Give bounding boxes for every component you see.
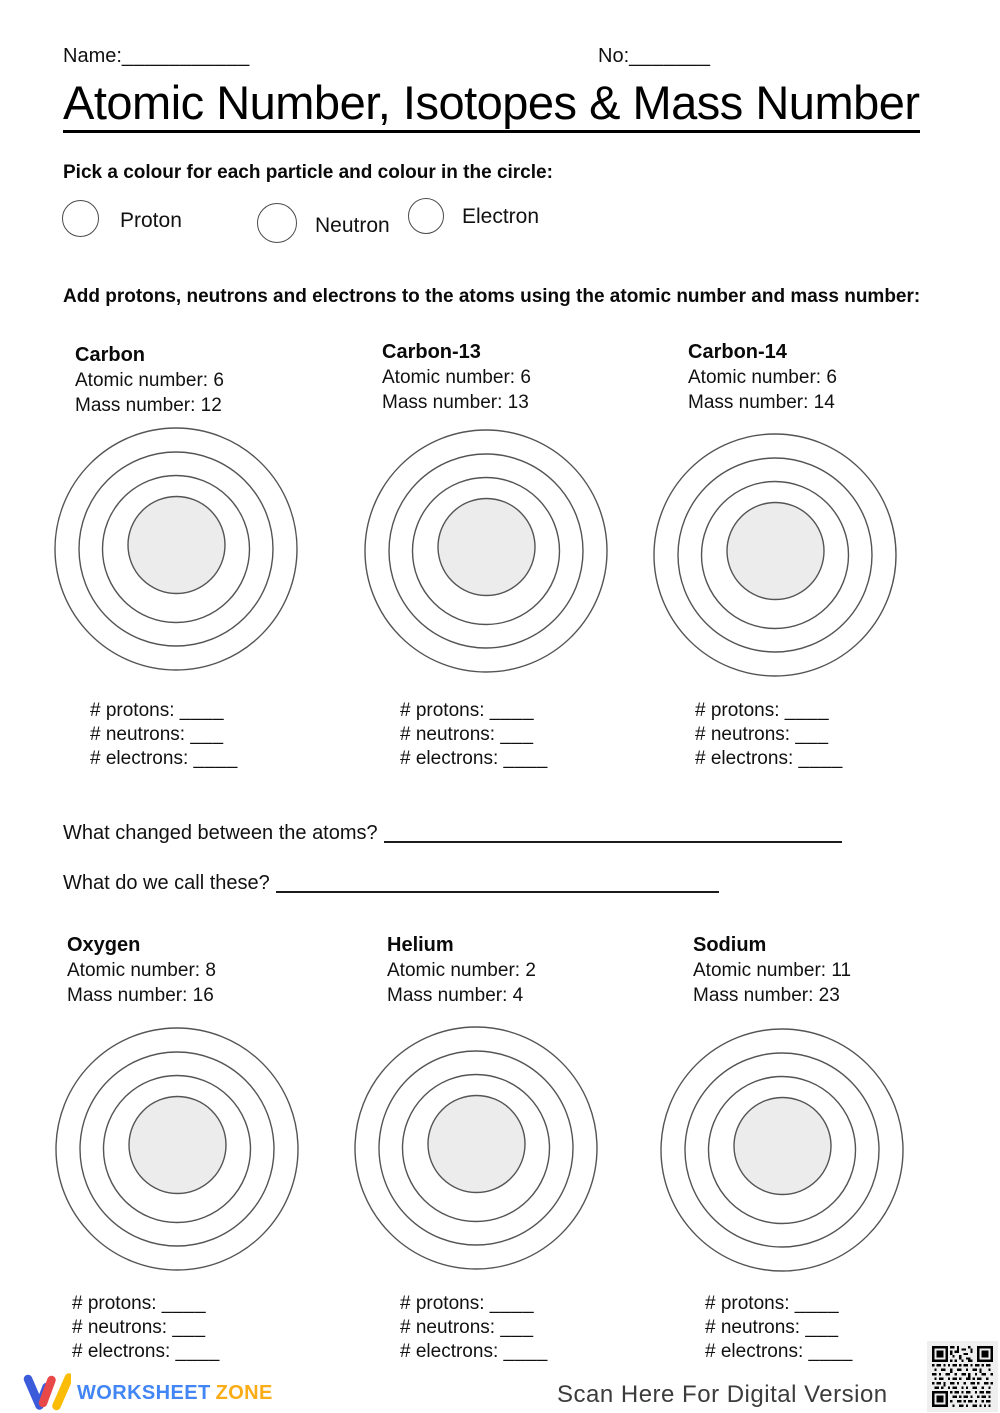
nucleus — [128, 497, 225, 594]
electron-label: Electron — [462, 205, 540, 228]
atomic-number-value: 2 — [525, 960, 536, 981]
electrons-label: # electrons: — [90, 748, 189, 769]
atom-diagram-carbon-13[interactable] — [363, 428, 609, 674]
nucleus — [428, 1096, 525, 1193]
atomic-number-value: 6 — [520, 367, 531, 388]
brand-worksheet: WORKSHEET — [77, 1382, 211, 1404]
nucleus — [734, 1098, 831, 1195]
electrons-blank[interactable]: ____ — [503, 1341, 548, 1362]
particle-counts-sodium — [705, 1292, 853, 1364]
atomic-number-label: Atomic number: — [693, 960, 827, 981]
electrons-blank[interactable]: ____ — [175, 1341, 220, 1362]
atom-diagram-carbon-14[interactable] — [652, 432, 898, 678]
atomic-number-label: Atomic number: — [67, 960, 201, 981]
protons-label: # protons: — [695, 700, 780, 721]
neutrons-blank[interactable]: ___ — [795, 724, 829, 745]
atomic-number-label: Atomic number: — [387, 960, 521, 981]
mass-number-label: Mass number: — [688, 392, 809, 413]
protons-blank[interactable]: ____ — [784, 700, 830, 721]
electrons-label: # electrons: — [705, 1341, 804, 1362]
atoms-section-heading: Add protons, neutrons and electrons to the atoms using the atomic number and mass number: — [63, 286, 921, 307]
particle-counts-carbon-14 — [695, 699, 843, 771]
atomic-number-value: 11 — [831, 960, 852, 981]
atom-header-carbon — [75, 343, 224, 418]
qr-code — [927, 1341, 998, 1412]
electrons-blank[interactable]: ____ — [808, 1341, 853, 1362]
atom-name: Carbon-14 — [688, 341, 787, 363]
protons-blank[interactable]: ____ — [489, 700, 535, 721]
neutrons-label: # neutrons: — [72, 1317, 168, 1338]
protons-blank[interactable]: ____ — [161, 1293, 207, 1314]
electrons-blank[interactable]: ____ — [503, 748, 548, 769]
protons-label: # protons: — [400, 700, 485, 721]
atom-diagram-oxygen[interactable] — [54, 1026, 300, 1272]
logo-mark-yellow-stroke — [57, 1378, 70, 1407]
neutrons-label: # neutrons: — [400, 724, 496, 745]
brand-zone: ZONE — [215, 1382, 273, 1404]
qr-code-pattern — [930, 1344, 995, 1409]
atom-name: Sodium — [693, 934, 767, 956]
electrons-label: # electrons: — [400, 748, 499, 769]
electron-colour-circle[interactable] — [408, 198, 444, 234]
neutrons-blank[interactable]: ___ — [500, 1317, 534, 1338]
name-field — [63, 45, 250, 68]
neutrons-blank[interactable]: ___ — [172, 1317, 206, 1338]
atomic-number-value: 6 — [213, 370, 224, 391]
mass-number-label: Mass number: — [75, 395, 196, 416]
neutrons-label: # neutrons: — [400, 1317, 496, 1338]
mass-number-label: Mass number: — [67, 985, 188, 1006]
page-title: Atomic Number, Isotopes & Mass Number — [63, 78, 920, 133]
mass-number-label: Mass number: — [382, 392, 503, 413]
question-text: What do we call these? — [63, 872, 270, 894]
particle-counts-oxygen — [72, 1292, 220, 1364]
proton-colour-circle[interactable] — [62, 200, 99, 237]
atom-name: Carbon — [75, 344, 145, 366]
atom-diagram-helium[interactable] — [353, 1025, 599, 1271]
electrons-label: # electrons: — [72, 1341, 171, 1362]
nucleus — [727, 503, 824, 600]
mass-number-label: Mass number: — [693, 985, 814, 1006]
neutron-colour-circle[interactable] — [257, 203, 297, 243]
particle-counts-carbon — [90, 699, 238, 771]
no-label: No: — [598, 45, 630, 67]
neutron-label: Neutron — [315, 214, 390, 237]
question-what-call-these — [63, 872, 719, 895]
neutrons-blank[interactable]: ___ — [805, 1317, 839, 1338]
atom-diagram-sodium[interactable] — [659, 1027, 905, 1273]
atom-name: Oxygen — [67, 934, 141, 956]
name-blank[interactable]: ___________ — [121, 45, 250, 67]
number-field — [598, 45, 711, 68]
protons-blank[interactable]: ____ — [489, 1293, 535, 1314]
protons-label: # protons: — [705, 1293, 790, 1314]
protons-label: # protons: — [72, 1293, 157, 1314]
colour-section-heading: Pick a colour for each particle and colour in the circle: — [63, 162, 553, 183]
atomic-number-label: Atomic number: — [75, 370, 209, 391]
protons-blank[interactable]: ____ — [794, 1293, 840, 1314]
atom-header-carbon-13 — [382, 340, 531, 415]
atom-header-helium — [387, 933, 536, 1008]
mass-number-value: 14 — [813, 392, 835, 413]
particle-counts-helium — [400, 1292, 548, 1364]
neutrons-label: # neutrons: — [90, 724, 186, 745]
electrons-label: # electrons: — [400, 1341, 499, 1362]
atom-header-oxygen — [67, 933, 216, 1008]
name-label: Name: — [63, 45, 122, 67]
proton-label: Proton — [120, 209, 182, 232]
electrons-blank[interactable]: ____ — [193, 748, 238, 769]
worksheetzone-logo-icon — [23, 1372, 71, 1412]
no-blank[interactable]: _______ — [629, 45, 711, 67]
worksheetzone-logo-text — [77, 1382, 273, 1405]
atomic-number-value: 6 — [826, 367, 837, 388]
mass-number-value: 12 — [200, 395, 222, 416]
question-text: What changed between the atoms? — [63, 822, 378, 844]
atom-header-sodium — [693, 933, 851, 1008]
atom-header-carbon-14 — [688, 340, 837, 415]
neutrons-blank[interactable]: ___ — [500, 724, 534, 745]
neutrons-label: # neutrons: — [695, 724, 791, 745]
atomic-number-label: Atomic number: — [382, 367, 516, 388]
protons-blank[interactable]: ____ — [179, 700, 225, 721]
particle-counts-carbon-13 — [400, 699, 548, 771]
electrons-label: # electrons: — [695, 748, 794, 769]
mass-number-value: 16 — [192, 985, 214, 1006]
atomic-number-label: Atomic number: — [688, 367, 822, 388]
atom-name: Helium — [387, 934, 454, 956]
mass-number-value: 23 — [818, 985, 840, 1006]
neutrons-label: # neutrons: — [705, 1317, 801, 1338]
nucleus — [438, 499, 535, 596]
question-answer-blank[interactable] — [384, 827, 842, 843]
question-what-changed — [63, 822, 842, 845]
nucleus — [129, 1097, 226, 1194]
mass-number-value: 4 — [512, 985, 524, 1006]
protons-label: # protons: — [90, 700, 175, 721]
neutrons-blank[interactable]: ___ — [190, 724, 224, 745]
atom-diagram-carbon[interactable] — [53, 426, 299, 672]
scan-here-text: Scan Here For Digital Version — [557, 1381, 888, 1408]
protons-label: # protons: — [400, 1293, 485, 1314]
electrons-blank[interactable]: ____ — [798, 748, 843, 769]
question-answer-blank[interactable] — [276, 877, 719, 893]
atom-name: Carbon-13 — [382, 341, 481, 363]
mass-number-value: 13 — [507, 392, 529, 413]
mass-number-label: Mass number: — [387, 985, 508, 1006]
atomic-number-value: 8 — [205, 960, 216, 981]
